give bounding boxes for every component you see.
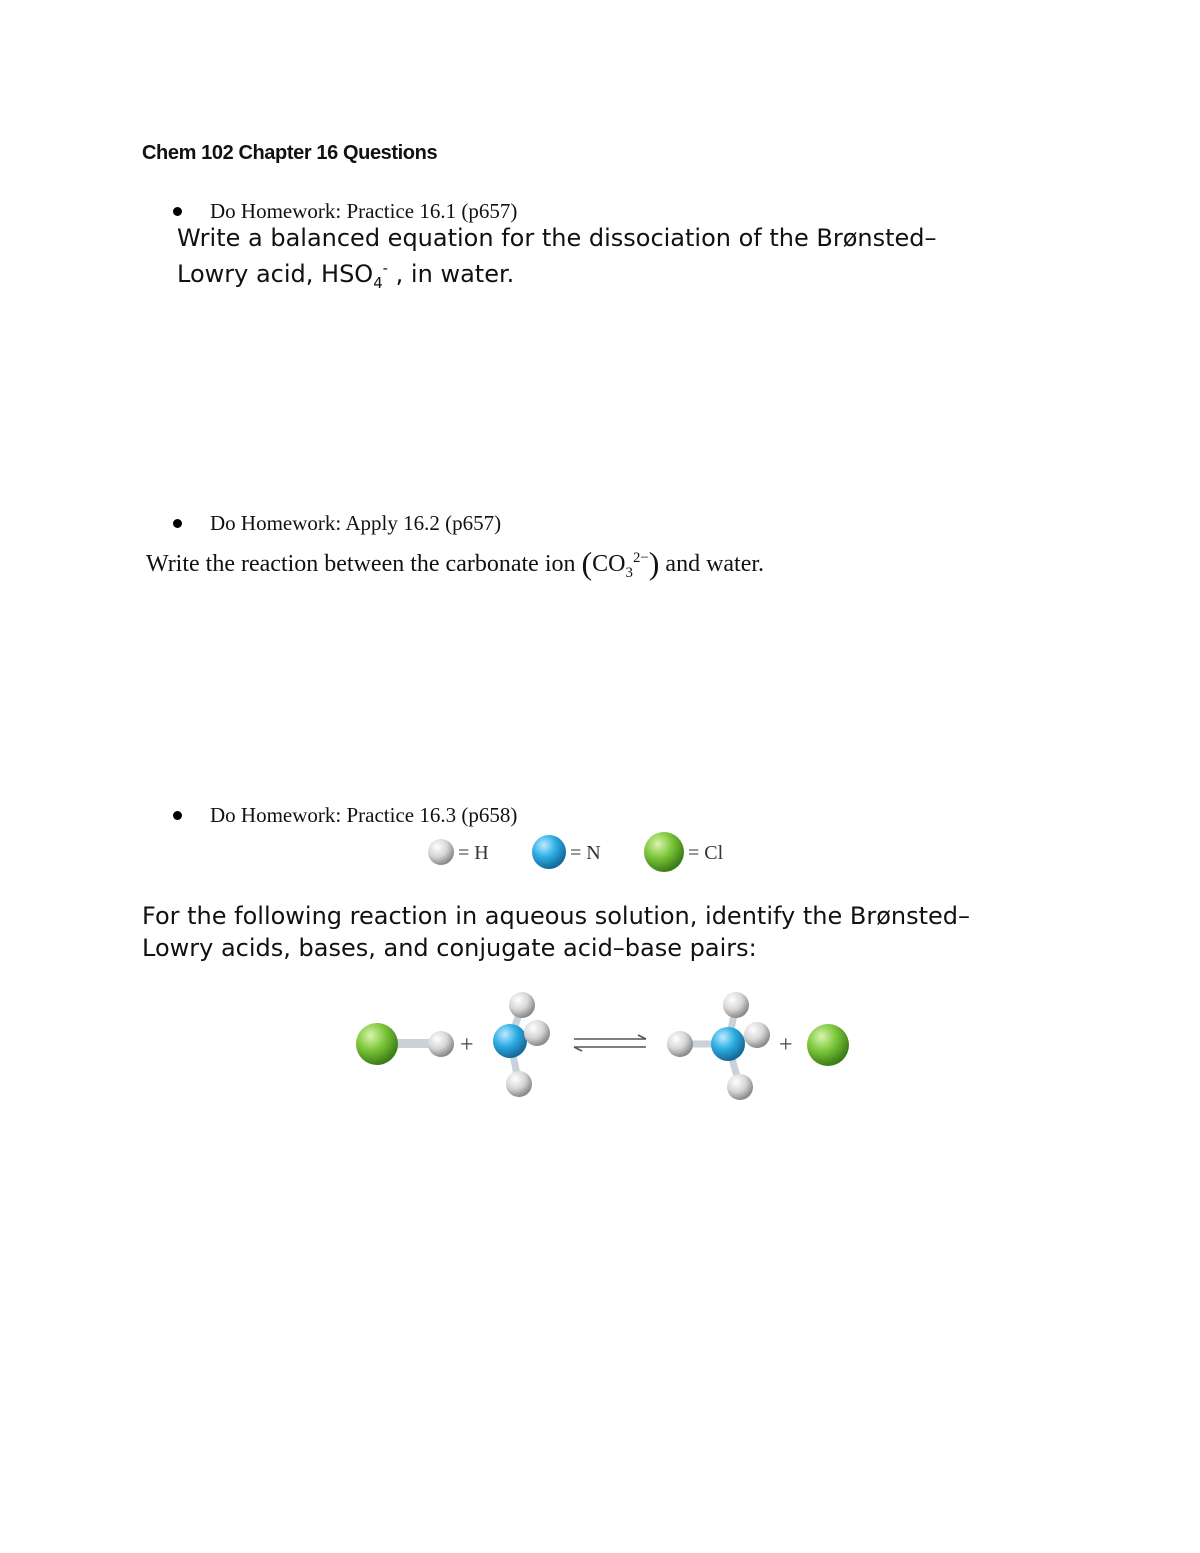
homework-label: Do Homework: Practice 16.3 (p658) <box>210 802 518 827</box>
question-1-line-2: Lowry acid, $HSO_4^-$ , in water. <box>177 259 515 292</box>
bullet-icon <box>173 207 182 216</box>
bullet-icon <box>173 519 182 528</box>
question-1-heading <box>173 197 517 225</box>
question-2-text: Write the reaction between the carbonate ion $(CO_3^{2-})$ and water. <box>146 545 765 581</box>
hydrogen-atom-icon <box>428 839 454 865</box>
reaction-diagram <box>350 988 860 1104</box>
question-3-heading <box>173 801 517 829</box>
chloride-ion <box>807 1024 849 1066</box>
legend-label-n: = N <box>570 842 601 864</box>
ammonia-molecule <box>493 992 550 1097</box>
homework-label: Do Homework: Practice 16.1 (p657) <box>210 198 518 223</box>
homework-label: Do Homework: Apply 16.2 (p657) <box>210 510 502 535</box>
question-3-line-1: For the following reaction in aqueous solution, identify the Brønsted– <box>142 902 970 930</box>
hcl-molecule <box>356 1023 454 1065</box>
nitrogen-atom-icon <box>532 835 566 869</box>
legend-label-cl: = Cl <box>688 842 724 864</box>
question-1-line-1: Write a balanced equation for the dissociation of the Brønsted– <box>177 224 937 252</box>
chlorine-atom-icon <box>644 832 684 872</box>
ammonium-molecule <box>667 992 770 1100</box>
bullet-icon <box>173 811 182 820</box>
plus-sign: + <box>460 1032 474 1058</box>
equilibrium-arrow-icon <box>574 1035 646 1051</box>
plus-sign: + <box>779 1032 793 1058</box>
atom-legend <box>424 832 744 874</box>
legend-label-h: = H <box>458 842 489 864</box>
question-3-line-2: Lowry acids, bases, and conjugate acid–base pairs: <box>142 934 757 962</box>
page-title: Chem 102 Chapter 16 Questions <box>142 142 438 164</box>
question-2-heading <box>173 509 501 537</box>
